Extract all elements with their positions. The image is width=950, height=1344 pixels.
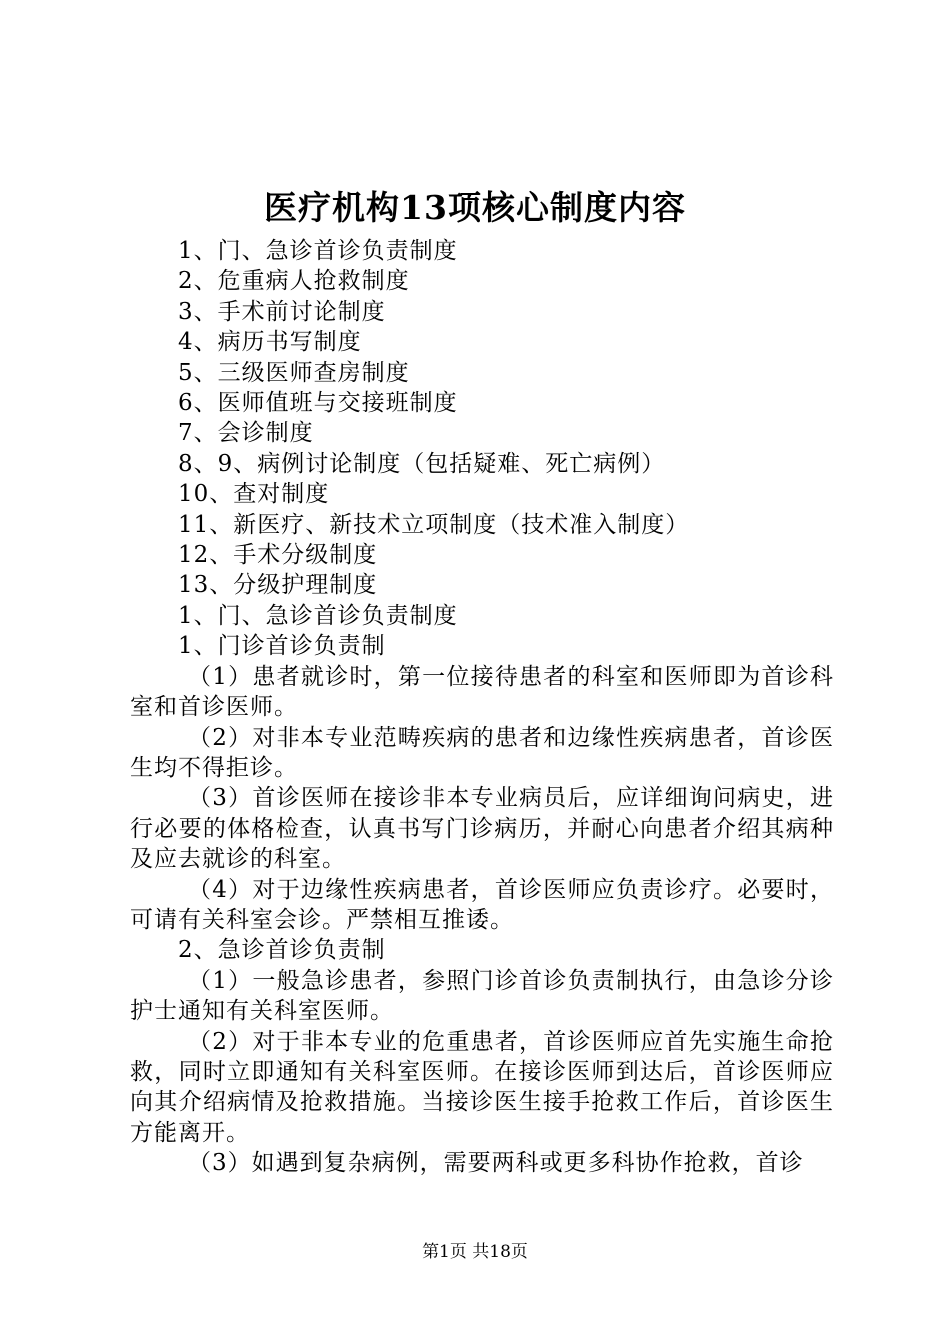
document-title: 医疗机构13项核心制度内容 bbox=[264, 188, 686, 227]
paragraph: （1）患者就诊时，第一位接待患者的科室和医师即为首诊科室和首诊医师。 bbox=[130, 663, 834, 721]
list-item: 10、查对制度 bbox=[178, 481, 330, 508]
list-item: 2、危重病人抢救制度 bbox=[178, 268, 410, 295]
list-item: 8、9、病例讨论制度（包括疑难、死亡病例） bbox=[178, 450, 666, 477]
list-item: 4、病历书写制度 bbox=[178, 329, 362, 356]
paragraph: （2）对于非本专业的危重患者，首诊医师应首先实施生命抢救，同时立即通知有关科室医师。在接诊医师到达后，首诊医师应向其介绍病情及抢救措施。当接诊医生接手抢救工作后，首诊医生方能离开。 bbox=[130, 1028, 834, 1146]
paragraph: （3）首诊医师在接诊非本专业病员后，应详细询问病史，进行必要的体格检查，认真书写门诊病历，并耐心向患者介绍其病种及应去就诊的科室。 bbox=[130, 785, 834, 873]
list-item: 1、门、急诊首诊负责制度 bbox=[178, 238, 458, 264]
list-item: 6、医师值班与交接班制度 bbox=[178, 390, 458, 417]
list-item: 5、三级医师查房制度 bbox=[178, 359, 410, 386]
section-heading: 1、门、急诊首诊负责制度 bbox=[178, 602, 458, 629]
paragraph: （4）对于边缘性疾病患者，首诊医师应负责诊疗。必要时，可请有关科室会诊。严禁相互推诿。 bbox=[130, 876, 834, 933]
page-footer: 第1页 共18页 bbox=[422, 1242, 528, 1262]
list-item: 11、新医疗、新技术立项制度（技术准入制度） bbox=[178, 511, 690, 538]
paragraph: （2）对非本专业范畴疾病的患者和边缘性疾病患者，首诊医生均不得拒诊。 bbox=[130, 724, 834, 781]
subsection-heading-emergency: 2、急诊首诊负责制 bbox=[178, 937, 386, 964]
list-item: 13、分级护理制度 bbox=[178, 572, 378, 599]
paragraph: （3）如遇到复杂病例，需要两科或更多科协作抢救，首诊 bbox=[188, 1150, 804, 1177]
list-item: 3、手术前讨论制度 bbox=[178, 298, 386, 325]
list-item: 7、会诊制度 bbox=[178, 420, 314, 447]
document-body bbox=[130, 236, 834, 1179]
subsection-heading-outpatient: 1、门诊首诊负责制 bbox=[178, 633, 386, 660]
list-item: 12、手术分级制度 bbox=[178, 542, 378, 569]
paragraph: （1）一般急诊患者，参照门诊首诊负责制执行，由急诊分诊护士通知有关科室医师。 bbox=[130, 967, 834, 1025]
